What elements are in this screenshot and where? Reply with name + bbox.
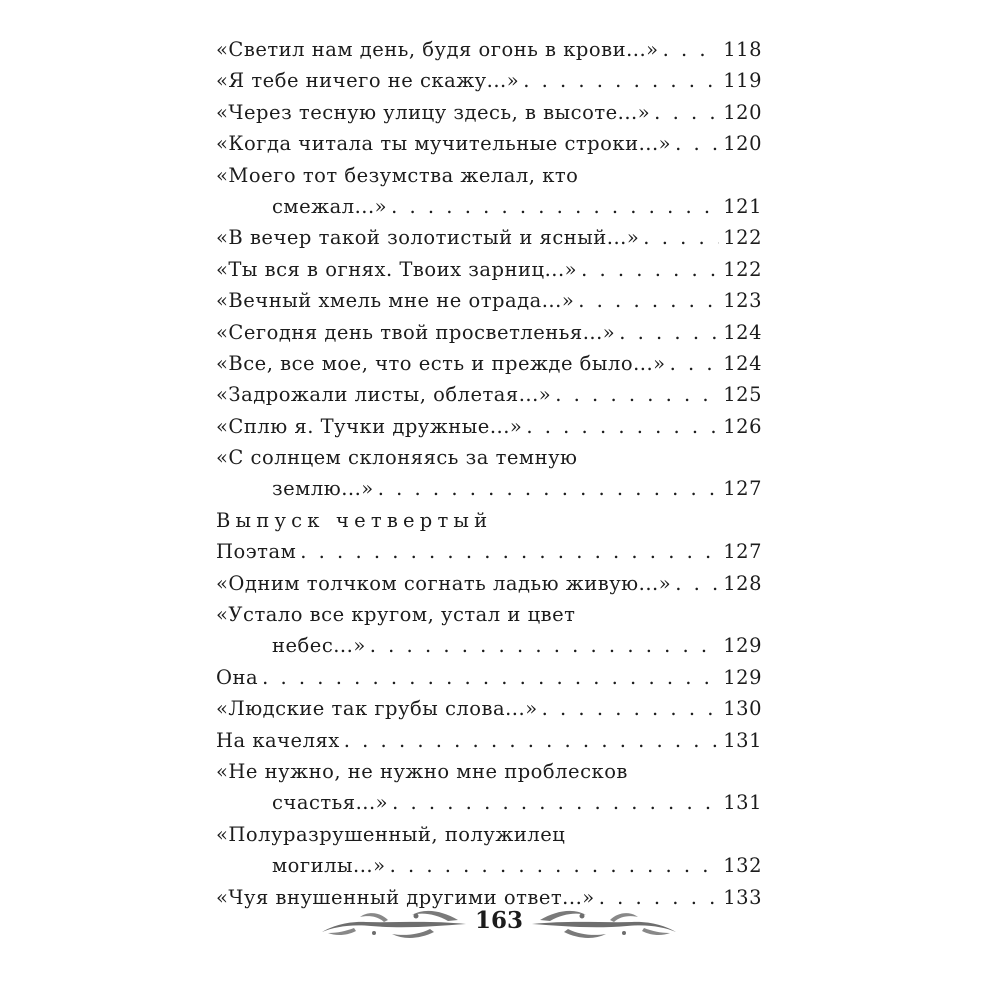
toc-entry-continuation xyxy=(216,630,762,661)
toc-entry xyxy=(216,348,762,379)
dot-leader xyxy=(262,662,719,693)
dot-leader xyxy=(392,787,719,818)
toc-entry-line xyxy=(216,725,762,756)
toc-entry-line xyxy=(216,536,762,567)
toc-entries-after xyxy=(216,536,762,913)
toc-entry-line xyxy=(216,599,762,630)
toc-entry xyxy=(216,254,762,285)
toc-entry-title: «Моего тот безумства желал, кто xyxy=(216,163,579,187)
toc-entry-title: «Все, все мое, что есть и прежде было...» xyxy=(216,351,666,375)
toc-page-number: 123 xyxy=(723,289,762,313)
toc-entry-line xyxy=(216,222,762,253)
toc-entry xyxy=(216,599,762,662)
toc-page-number: 124 xyxy=(723,320,762,344)
toc-entry xyxy=(216,128,762,159)
toc-entry-title: «Светил нам день, будя огонь в крови...» xyxy=(216,38,659,61)
toc-entry-line xyxy=(216,160,762,191)
dot-leader xyxy=(670,348,720,379)
toc-entry-title: «В вечер такой золотистый и ясный...» xyxy=(216,226,640,250)
toc-entry-title: могилы...» xyxy=(272,854,386,878)
dot-leader xyxy=(542,693,720,724)
toc-entry-line xyxy=(216,97,762,128)
toc-entry xyxy=(216,65,762,96)
dot-leader xyxy=(523,65,719,96)
dot-leader xyxy=(663,34,720,65)
toc-entry-title: «Полуразрушенный, полужилец xyxy=(216,822,566,846)
toc-entry-title: Поэтам xyxy=(216,540,297,564)
toc-entry-continuation xyxy=(216,787,762,818)
toc-entry-line xyxy=(216,348,762,379)
toc-entry xyxy=(216,442,762,505)
toc-entry-title: «Вечный хмель мне не отрада...» xyxy=(216,289,575,313)
toc-entry-line xyxy=(216,693,762,724)
toc-page-number: 120 xyxy=(723,100,762,124)
toc-entry-title: «Сегодня день твой просветленья...» xyxy=(216,320,616,344)
toc-page-number: 126 xyxy=(723,414,762,438)
toc-entry-title: «Людские так грубы слова...» xyxy=(216,697,538,721)
dot-leader xyxy=(378,473,720,504)
toc-page-number: 130 xyxy=(723,697,762,721)
dot-leader xyxy=(555,379,719,410)
toc-page-number: 125 xyxy=(723,383,762,407)
toc-entry-title: «Устало все кругом, устал и цвет xyxy=(216,603,576,627)
toc-entry xyxy=(216,34,762,65)
toc-page-number: 128 xyxy=(723,571,762,595)
toc-entry-title: Она xyxy=(216,665,259,689)
toc-page-number: 132 xyxy=(723,854,762,878)
dot-leader xyxy=(619,317,719,348)
dot-leader xyxy=(675,568,719,599)
toc-entry-line xyxy=(216,819,762,850)
section-heading: Выпуск четвертый xyxy=(216,508,493,532)
table-of-contents xyxy=(216,34,762,913)
toc-entry-continuation xyxy=(216,850,762,881)
toc-entry xyxy=(216,756,762,819)
toc-entry-line xyxy=(216,568,762,599)
dot-leader xyxy=(654,97,719,128)
toc-page-number: 118 xyxy=(723,38,762,61)
toc-entry-title: смежал...» xyxy=(272,194,388,218)
toc-entry xyxy=(216,411,762,442)
toc-entry-title: «Когда читала ты мучительные строки...» xyxy=(216,132,672,156)
toc-entry-title: «Сплю я. Тучки дружные...» xyxy=(216,414,523,438)
flourish-right-icon xyxy=(532,902,682,942)
toc-page-number: 131 xyxy=(723,791,762,815)
dot-leader xyxy=(675,128,719,159)
toc-entry-line xyxy=(216,34,762,65)
toc-entry xyxy=(216,819,762,882)
toc-page-number: 129 xyxy=(723,634,762,658)
toc-entry xyxy=(216,222,762,253)
page-footer xyxy=(316,902,682,942)
toc-page-number: 120 xyxy=(723,132,762,156)
toc-page-number: 129 xyxy=(723,665,762,689)
toc-page-number: 119 xyxy=(723,69,762,93)
toc-page-number: 127 xyxy=(723,477,762,501)
toc-page-number: 121 xyxy=(723,194,762,218)
toc-entry xyxy=(216,379,762,410)
toc-entry-line xyxy=(216,285,762,316)
toc-entry-title: «Ты вся в огнях. Твоих зарниц...» xyxy=(216,257,578,281)
toc-entries-before xyxy=(216,34,762,505)
toc-entry xyxy=(216,317,762,348)
toc-page-number: 133 xyxy=(723,885,762,909)
toc-entry-line xyxy=(216,254,762,285)
toc-entry xyxy=(216,160,762,223)
toc-page-number: 127 xyxy=(723,540,762,564)
dot-leader xyxy=(391,191,719,222)
toc-entry-title: «Я тебе ничего не скажу...» xyxy=(216,69,520,93)
toc-entry-line xyxy=(216,65,762,96)
toc-entry xyxy=(216,725,762,756)
dot-leader xyxy=(526,411,719,442)
toc-entry xyxy=(216,97,762,128)
toc-entry-title: «Не нужно, не нужно мне проблесков xyxy=(216,759,628,783)
toc-page-number: 124 xyxy=(723,351,762,375)
dot-leader xyxy=(370,630,720,661)
toc-entry xyxy=(216,693,762,724)
dot-leader xyxy=(390,850,720,881)
toc-entry xyxy=(216,536,762,567)
dot-leader xyxy=(643,222,719,253)
toc-entry-line xyxy=(216,379,762,410)
toc-entry-title: счастья...» xyxy=(272,791,389,815)
toc-entry-line xyxy=(216,128,762,159)
dot-leader xyxy=(344,725,720,756)
dot-leader xyxy=(578,285,719,316)
toc-entry xyxy=(216,568,762,599)
toc-entry-title: «Одним толчком согнать ладью живую...» xyxy=(216,571,672,595)
toc-entry-title: «Чуя внушенный другими ответ...» xyxy=(216,885,595,909)
toc-entry-line xyxy=(216,756,762,787)
toc-page-number: 131 xyxy=(723,728,762,752)
toc-entry-continuation xyxy=(216,473,762,504)
toc-entry-title: На качелях xyxy=(216,728,340,752)
toc-entry-line xyxy=(216,662,762,693)
toc-entry-title: «С солнцем склоняясь за темную xyxy=(216,446,578,470)
toc-entry-line xyxy=(216,442,762,473)
toc-page-number: 122 xyxy=(723,257,762,281)
toc-entry xyxy=(216,285,762,316)
toc-entry-continuation xyxy=(216,191,762,222)
toc-entry xyxy=(216,662,762,693)
toc-page-number: 122 xyxy=(723,226,762,250)
dot-leader xyxy=(581,254,719,285)
toc-entry-title: «Задрожали листы, облетая...» xyxy=(216,383,552,407)
toc-entry-title: небес...» xyxy=(272,634,366,658)
toc-entry-line xyxy=(216,411,762,442)
dot-leader xyxy=(300,536,719,567)
toc-entry-title: землю...» xyxy=(272,477,374,501)
page-number: 163 xyxy=(474,907,523,934)
toc-entry-title: «Через тесную улицу здесь, в высоте...» xyxy=(216,100,651,124)
toc-entry-line xyxy=(216,317,762,348)
